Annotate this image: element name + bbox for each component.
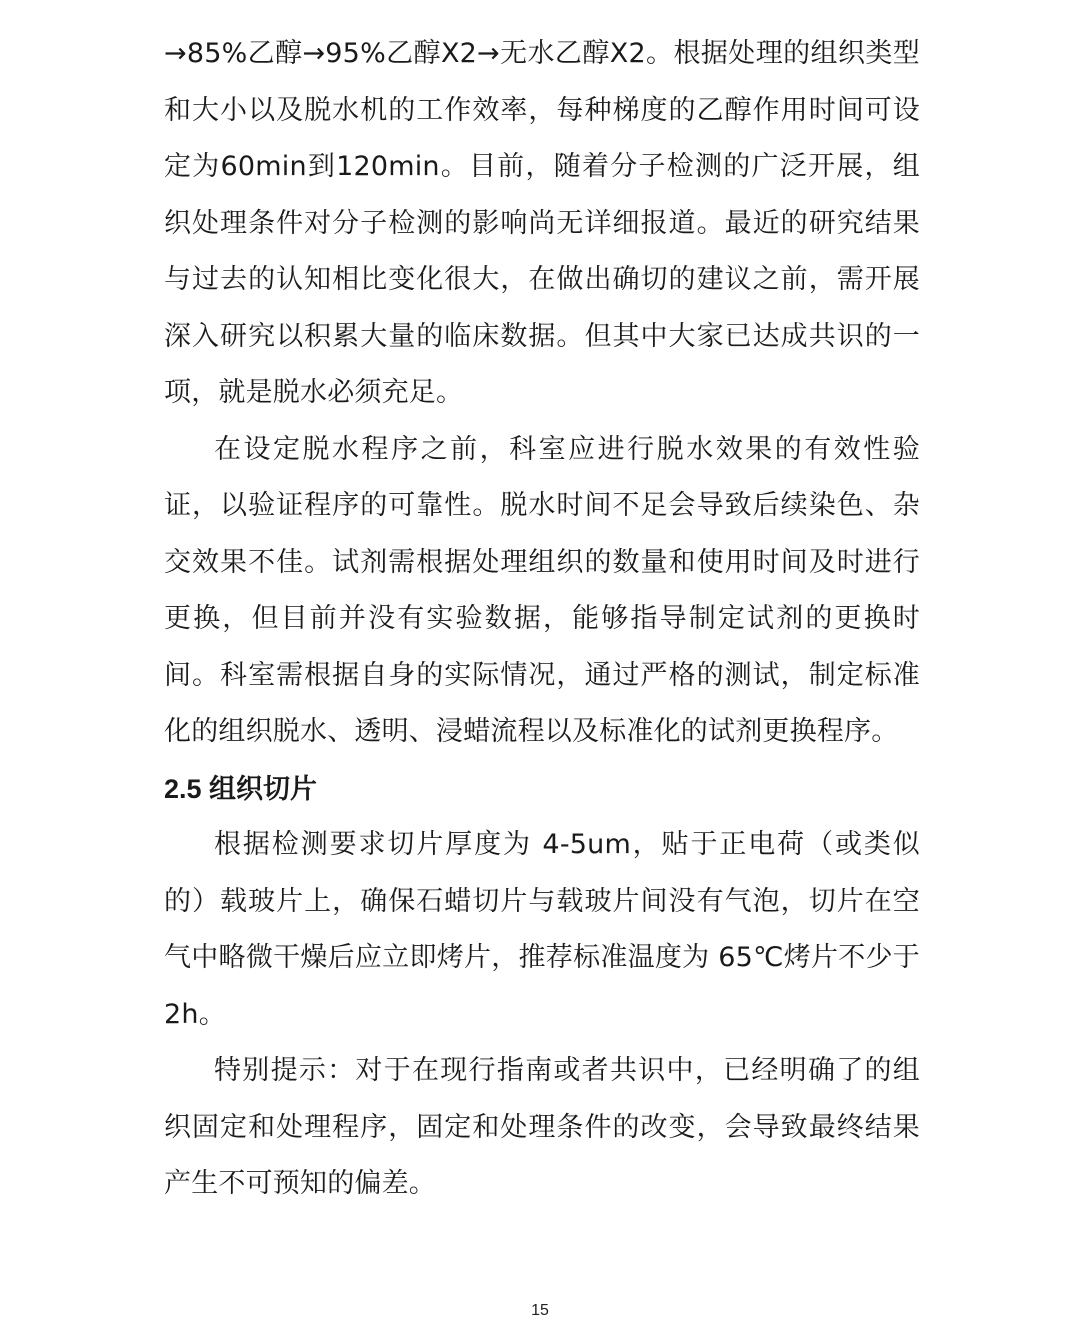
page-number: 15 — [531, 1302, 549, 1319]
paragraph-dehydration-gradient: →85%乙醇→95%乙醇X2→无水乙醇X2。根据处理的组织类型和大小以及脱水机的工作效率，每种梯度的乙醇作用时间可设定为60min到120min。目前，随着分子检测的广泛开展，组织处理条件对分子检测的影响尚无详细报道。最近的研究结果与过去的认知相比变化很大，在做出确切的建议之前，需开展深入研究以积累大量的临床数据。但其中大家已达成共识的一项，就是脱水必须充足。 — [164, 38, 920, 408]
paragraph-sectioning: 根据检测要求切片厚度为 4-5um，贴于正电荷（或类似的）载玻片上，确保石蜡切片与载玻片间没有气泡，切片在空气中略微干燥后应立即烤片，推荐标准温度为 65℃烤片不少于 2h。 — [164, 829, 920, 1030]
paragraph-dehydration-validation: 在设定脱水程序之前，科室应进行脱水效果的有效性验证，以验证程序的可靠性。脱水时间不足会导致后续染色、杂交效果不佳。试剂需根据处理组织的数量和使用时间及时进行更换，但目前并没有实验数据，能够指导制定试剂的更换时间。科室需根据自身的实际情况，通过严格的测试，制定标准化的组织脱水、透明、浸蜡流程以及标准化的试剂更换程序。 — [164, 433, 920, 747]
paragraph-special-note: 特别提示：对于在现行指南或者共识中，已经明确了的组织固定和处理程序，固定和处理条件的改变，会导致最终结果产生不可预知的偏差。 — [164, 1055, 920, 1199]
section-heading: 2.5 组织切片 — [164, 773, 318, 804]
page-body — [164, 26, 920, 1213]
